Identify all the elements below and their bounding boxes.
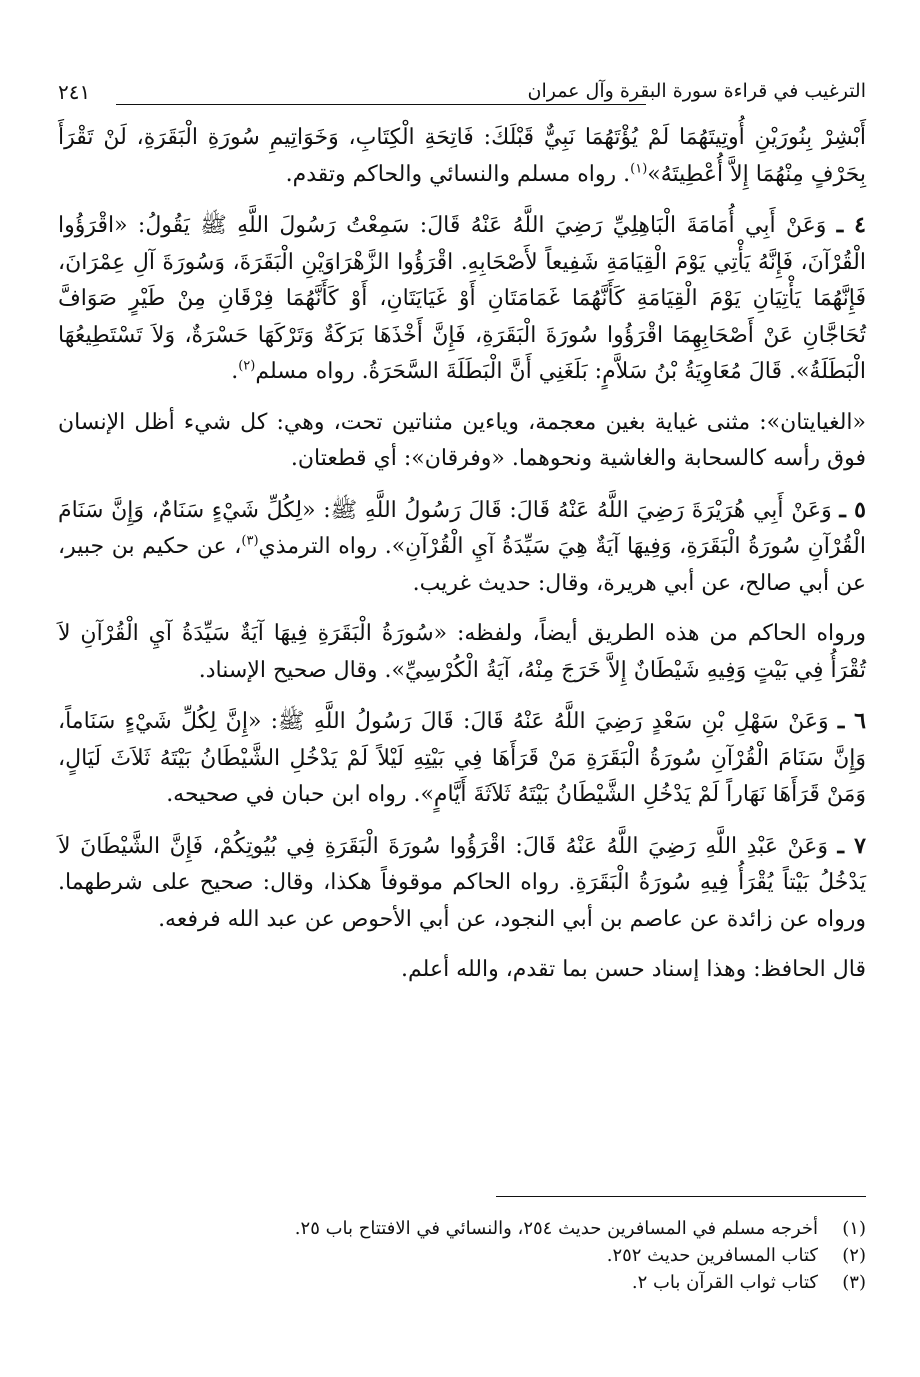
- page-number: ٢٤١: [58, 80, 91, 104]
- footnote-item: [58, 1215, 866, 1242]
- hadith-4: [58, 207, 866, 391]
- paragraph-text: قال الحافظ: وهذا إسناد حسن بما تقدم، والله أعلم.: [401, 957, 866, 982]
- page-body: [58, 120, 866, 1003]
- footnote-ref: (١): [630, 161, 648, 177]
- book-page: [58, 0, 866, 1377]
- hadith-number: ٧ ـ: [837, 832, 866, 859]
- paragraph-text: ورواه الحاكم من هذه الطريق أيضاً، ولفظه: «سُورَةُ الْبَقَرَةِ فِيهَا آيَةٌ سَيِّدَةُ آيِ الْقُرْآنِ لاَ تُقْرَأُ فِي بَيْتٍ وَفِيهِ شَيْطَانٌ إِلاَّ خَرَجَ مِنْهُ، آيَةُ الْكُرْسِيِّ». وقال صحيح الإسناد.: [58, 621, 866, 683]
- footnote-text: كتاب ثواب القرآن باب ٢.: [631, 1272, 818, 1293]
- explanation-paragraph: [58, 405, 866, 478]
- footnote-ref: (٢): [238, 358, 256, 374]
- footnote-ref: (٣): [241, 533, 259, 549]
- page-header: [58, 80, 866, 110]
- header-rule: [116, 104, 646, 105]
- running-title: الترغيب في قراءة سورة البقرة وآل عمران: [527, 80, 866, 102]
- paragraph-text: وَعَنْ سَهْلِ بْنِ سَعْدٍ رَضِيَ اللَّهُ عَنْهُ قَالَ: قَالَ رَسُولُ اللَّهِ ﷺ: «إِنَّ لِكُلِّ شَيْءٍ سَنَاماً، وَإِنَّ سَنَامَ الْقُرْآنِ سُورَةُ الْبَقَرَةِ مَنْ قَرَأَهَا فِي بَيْتِهِ لَيْلاً لَمْ يَدْخُلِ الشَّيْطَانُ بَيْتَهُ ثَلاَثَ لَيَالٍ، وَمَنْ قَرَأَهَا نَهَاراً لَمْ يَدْخُلِ الشَّيْطَانُ بَيْتَهُ ثَلاَثَةَ أَيَّامٍ». رواه ابن حبان في صحيحه.: [58, 709, 866, 807]
- footnote-mark: (١): [842, 1218, 866, 1239]
- hadith-7: [58, 828, 866, 939]
- paragraph-continuation: [58, 120, 866, 193]
- footnote-item: [58, 1242, 866, 1269]
- footnote-text: أخرجه مسلم في المسافرين حديث ٢٥٤، والنسائي في الافتتاح باب ٢٥.: [294, 1218, 818, 1239]
- footnote-mark: (٢): [842, 1245, 866, 1266]
- paragraph-text: «الغيايتان»: مثنى غياية بغين معجمة، وياءين مثناتين تحت، وهي: كل شيء أظل الإنسان فوق رأسه كالسحابة والغاشية ونحوهما. «وفرقان»: أي قطعتان.: [58, 409, 866, 471]
- paragraph-text: أَبْشِرْ بِنُورَيْنِ أُوتِيتَهُمَا لَمْ يُؤْتَهُمَا نَبِيٌّ قَبْلَكَ: فَاتِحَةِ الْكِتَابِ، وَخَوَاتِيمِ سُورَةِ الْبَقَرَةِ، لَنْ تَقْرَأَ بِحَرْفٍ مِنْهُمَا إِلاَّ أُعْطِيتَهُ»: [58, 125, 866, 187]
- footnote-item: [58, 1269, 866, 1296]
- hadith-number: ٥ ـ: [839, 496, 866, 523]
- paragraph-tail: ، عن حكيم بن جبير، عن أبي صالح، عن أبي هريرة، وقال: حديث غريب.: [58, 534, 866, 596]
- footnote-mark: (٣): [842, 1272, 866, 1293]
- hadith-5: [58, 492, 866, 603]
- hadith-number: ٦ ـ: [837, 708, 866, 734]
- paragraph-tail: .: [231, 359, 239, 384]
- hadith-6: [58, 703, 866, 814]
- hadith-number: ٤ ـ: [836, 212, 866, 238]
- paragraph-text: وَعَنْ أَبِي هُرَيْرَةَ رَضِيَ اللَّهُ عَنْهُ قَالَ: قَالَ رَسُولُ اللَّهِ ﷺ: «لِكُلِّ شَيْءٍ سَنَامٌ، وَإِنَّ سَنَامَ الْقُرْآنِ سُورَةُ الْبَقَرَةِ، وَفِيهَا آيَةٌ هِيَ سَيِّدَةُ آيِ الْقُرْآنِ». رواه الترمذي: [58, 497, 866, 559]
- paragraph-tail: . رواه مسلم والنسائي والحاكم وتقدم.: [285, 161, 631, 187]
- hafiz-remark: [58, 952, 866, 989]
- footnote-text: كتاب المسافرين حديث ٢٥٢.: [606, 1245, 818, 1266]
- narration-paragraph: [58, 616, 866, 689]
- paragraph-text: وَعَنْ عَبْدِ اللَّهِ رَضِيَ اللَّهُ عَنْهُ قَالَ: اقْرَؤُوا سُورَةَ الْبَقَرَةِ فِي بُيُوتِكُمْ، فَإِنَّ الشَّيْطَانَ لاَ يَدْخُلُ بَيْتاً يُقْرَأُ فِيهِ سُورَةُ الْبَقَرَةِ. رواه الحاكم موقوفاً هكذا، وقال: صحيح على شرطهما. ورواه عن زائدة عن عاصم بن أبي النجود، عن أبي الأحوص عن عبد الله فرفعه.: [58, 833, 866, 932]
- paragraph-text: وَعَنْ أَبِي أُمَامَةَ الْبَاهِلِيِّ رَضِيَ اللَّهُ عَنْهُ قَالَ: سَمِعْتُ رَسُولَ اللَّهِ ﷺ يَقُولُ: «اقْرَؤُوا الْقُرْآنَ، فَإِنَّهُ يَأْتِي يَوْمَ الْقِيَامَةِ شَفِيعاً لأَصْحَابِهِ. اقْرَؤُوا الزَّهْرَاوَيْنِ الْبَقَرَةَ، وَسُورَةَ آلِ عِمْرَانَ، فَإِنَّهُمَا يَأْتِيَانِ يَوْمَ الْقِيَامَةِ كَأَنَّهُمَا غَمَامَتَانِ أَوْ غَيَايَتَانِ، أَوْ كَأَنَّهُمَا فِرْقَانِ مِنْ طَيْرٍ صَوَافَّ تُحَاجَّانِ عَنْ أَصْحَابِهِمَا اقْرَؤُوا سُورَةَ الْبَقَرَةِ، فَإِنَّ أَخْذَهَا بَرَكَةٌ وَتَرْكَهَا حَسْرَةٌ، وَلاَ تَسْتَطِيعُهَا الْبَطَلَةُ». قَالَ مُعَاوِيَةُ بْنُ سَلاَّمٍ: بَلَغَنِي أَنَّ الْبَطَلَةَ السَّحَرَةُ. رواه مسلم: [58, 213, 866, 384]
- footnotes-section: [58, 1192, 866, 1296]
- footnote-rule: [496, 1196, 866, 1197]
